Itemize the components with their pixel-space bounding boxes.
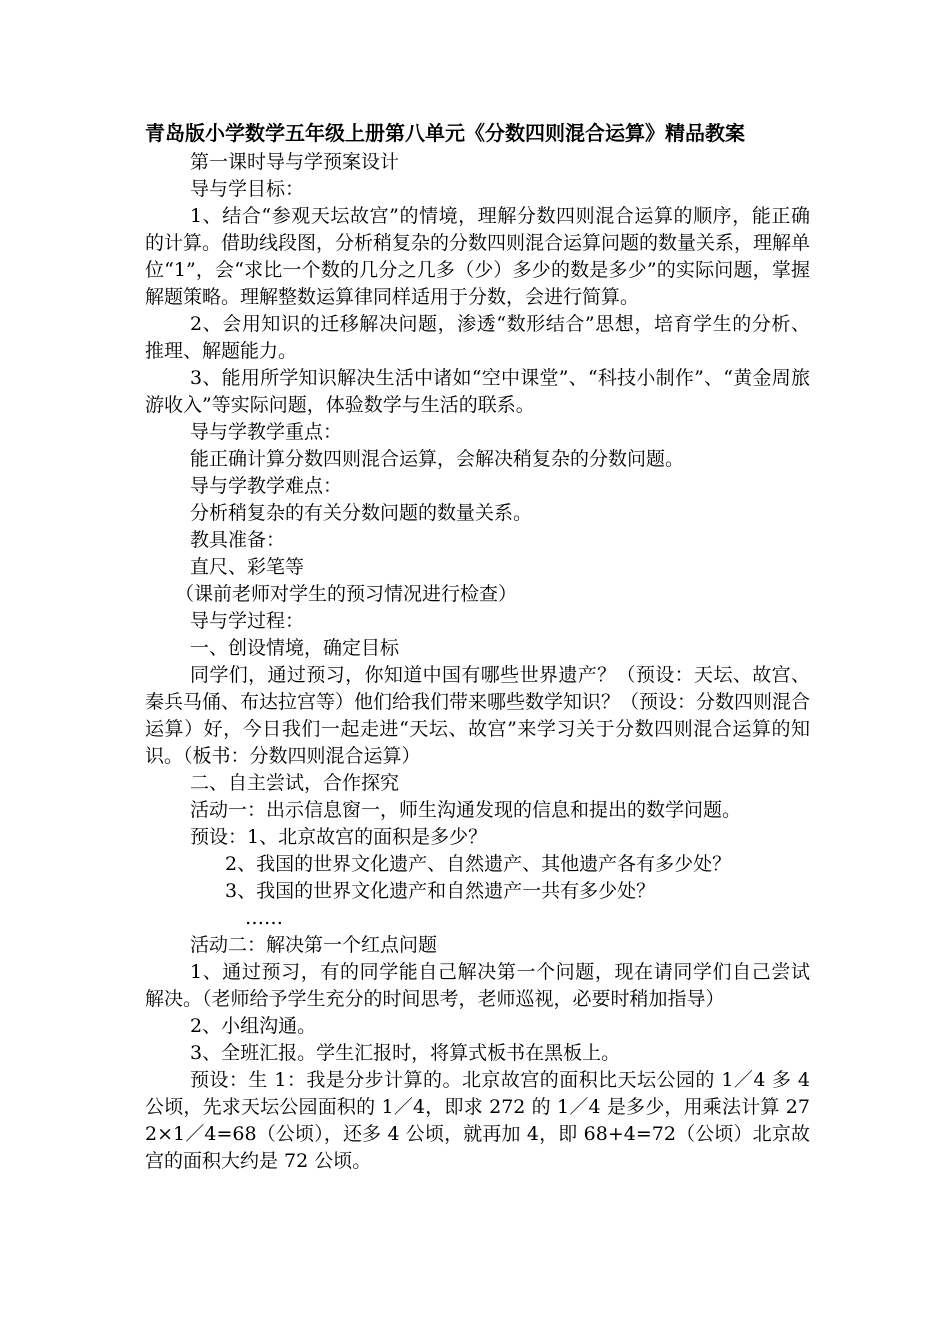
materials-heading: 教具准备： — [190, 529, 286, 551]
objective-2: 2、会用知识的迁移解决问题，渗透“数形结合”思想，培育学生的分析、推理、解题能力。 — [145, 313, 810, 362]
key-points-text: 能正确计算分数四则混合运算，会解决稍复杂的分数问题。 — [190, 448, 685, 470]
section-1-heading: 一、创设情境，确定目标 — [190, 637, 400, 659]
materials-text: 直尺、彩笔等 — [190, 556, 305, 578]
activity-2-heading: 活动二：解决第一个红点问题 — [190, 934, 438, 956]
activity-2-step-2: 2、小组沟通。 — [190, 1015, 317, 1037]
preset-question-2: 2、我国的世界文化遗产、自然遗产、其他遗产各有多少处？ — [225, 853, 732, 875]
process-heading: 导与学过程： — [190, 610, 305, 632]
key-points-heading: 导与学教学重点： — [190, 421, 343, 443]
objective-1: 1、结合“参观天坛故宫”的情境，理解分数四则混合运算的顺序，能正确的计算。借助线段图，分析稍复杂的分数四则混合运算问题的数量关系，理解单位“1”，会“求比一个数的几分之几多（少）多少的数是多少”的实际问题，掌握解题策略。理解整数运算律同样适用于分数，会进行简算。 — [145, 205, 811, 308]
document-title: 青岛版小学数学五年级上册第八单元《分数四则混合运算》精品教案 — [145, 121, 745, 145]
preset-question-3: 3、我国的世界文化遗产和自然遗产一共有多少处？ — [225, 880, 656, 902]
activity-1-text: 活动一：出示信息窗一，师生沟通发现的信息和提出的数学问题。 — [190, 799, 742, 821]
difficulty-heading: 导与学教学难点： — [190, 475, 343, 497]
activity-2-step-1: 1、通过预习，有的同学能自己解决第一个问题，现在请同学们自己尝试解决。（老师给予学生充分的时间思考，老师巡视，必要时稍加指导） — [145, 961, 810, 1010]
objectives-heading: 导与学目标： — [190, 178, 305, 200]
activity-2-step-3: 3、全班汇报。学生汇报时，将算式板书在黑板上。 — [190, 1042, 621, 1064]
objective-3: 3、能用所学知识解决生活中诸如“空中课堂”、“科技小制作”、“黄金周旅游收入”等实际问题，体验数学与生活的联系。 — [145, 367, 810, 416]
document-page — [145, 120, 810, 1175]
pre-check-note: （课前老师对学生的预习情况进行检查） — [175, 583, 518, 605]
ellipsis: …… — [245, 907, 283, 929]
preset-question-1: 预设：1、北京故宫的面积是多少？ — [190, 826, 488, 848]
section-1-text: 同学们，通过预习，你知道中国有哪些世界遗产？（预设：天坛、故宫、秦兵马俑、布达拉宫等）他们给我们带来哪些数学知识？（预设：分数四则混合运算）好，今日我们一起走进“天坛、故宫”来学习关于分数四则混合运算的知识。（板书：分数四则混合运算） — [145, 664, 811, 767]
section-2-heading: 二、自主尝试，合作探究 — [190, 772, 400, 794]
difficulty-text: 分析稍复杂的有关分数问题的数量关系。 — [190, 502, 533, 524]
preset-answer-1: 预设：生 1：我是分步计算的。北京故宫的面积比天坛公园的 1／4 多 4 公顷，先求天坛公园面积的 1／4，即求 272 的 1／4 是多少，用乘法计算 272×1／4=68（公顷），还多 4 公顷，就再加 4，即 68+4=72（公顷）北京故宫的面积大约是 72 公顷。 — [145, 1069, 810, 1172]
lesson-heading: 第一课时导与学预案设计 — [190, 151, 400, 173]
